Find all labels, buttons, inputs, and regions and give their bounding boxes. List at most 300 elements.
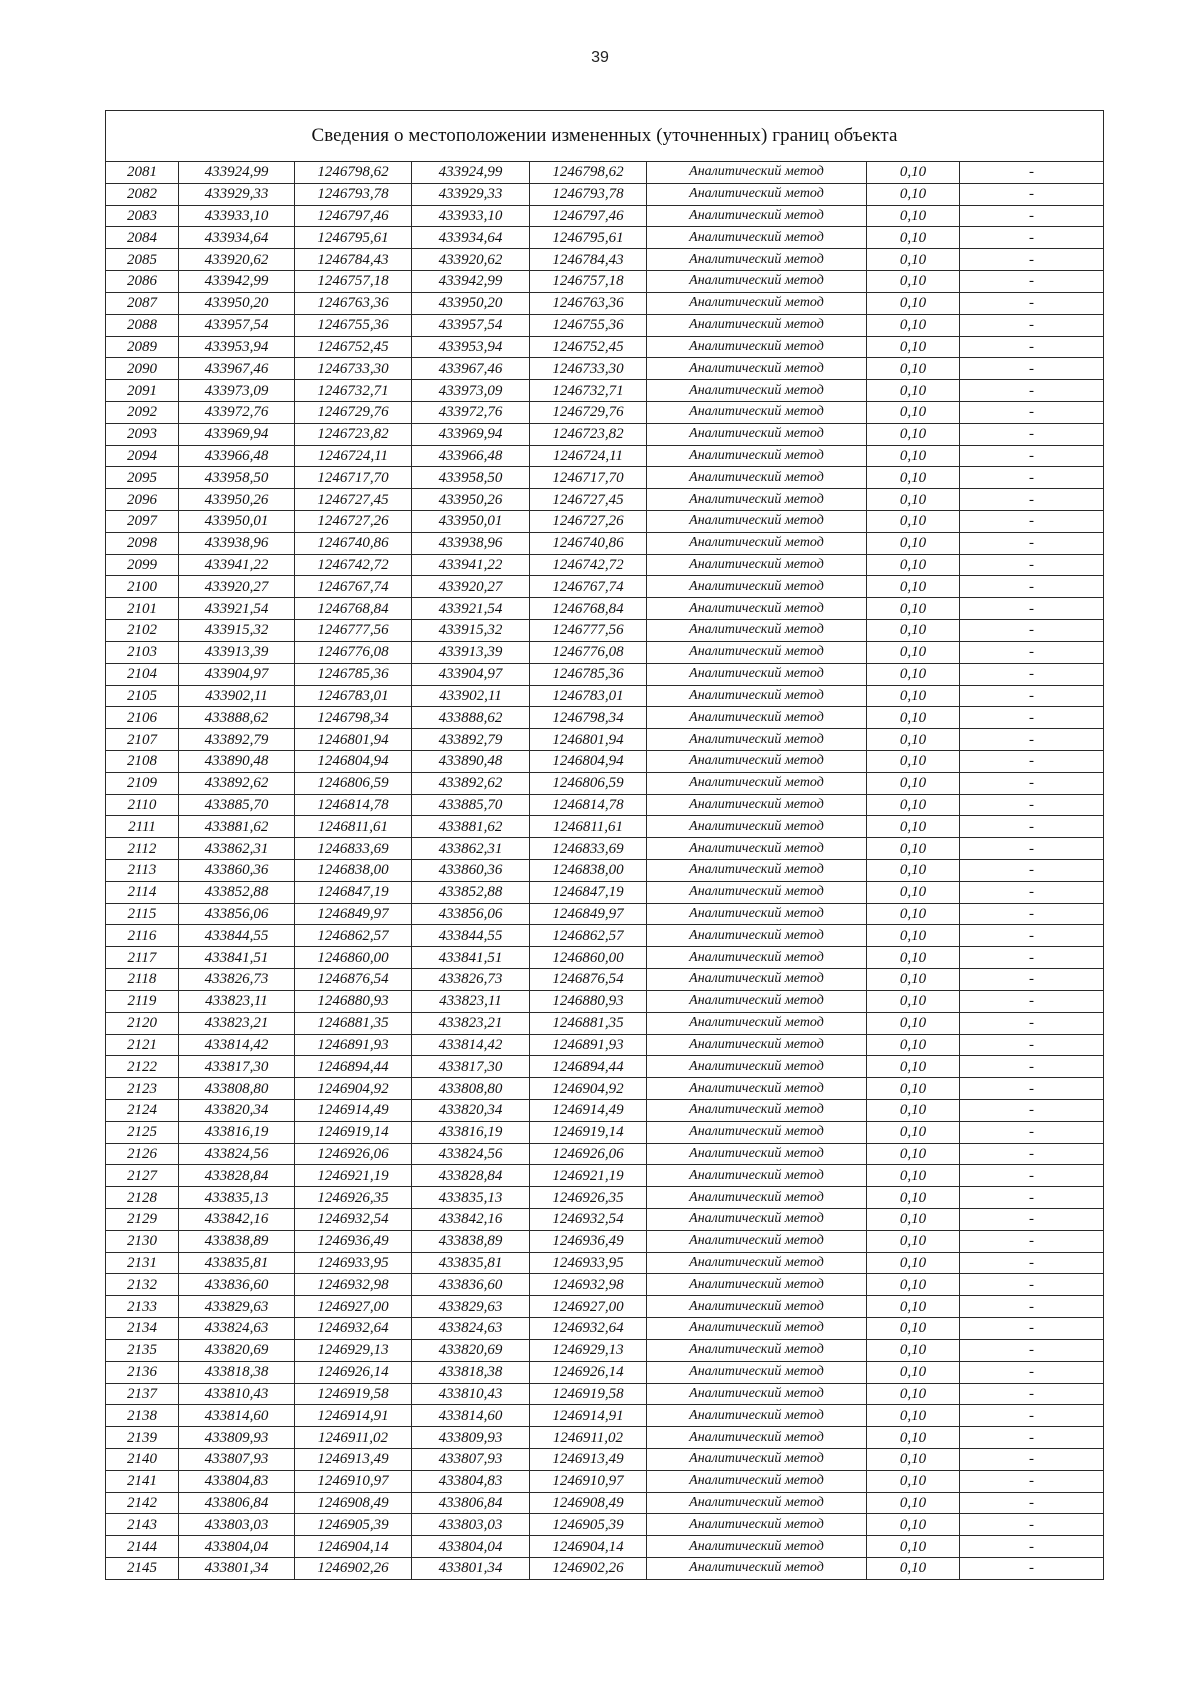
note-cell: -	[960, 401, 1104, 423]
y-new-cell: 1246740,86	[530, 532, 647, 554]
y-new-cell: 1246926,35	[530, 1187, 647, 1209]
x-new-cell: 433844,55	[412, 925, 530, 947]
y-existing-cell: 1246742,72	[295, 554, 412, 576]
accuracy-cell: 0,10	[867, 205, 960, 227]
x-existing-cell: 433929,33	[179, 183, 295, 205]
point-number-cell: 2110	[106, 794, 179, 816]
method-cell: Аналитический метод	[647, 1230, 867, 1252]
table-row	[106, 183, 1104, 205]
table-row	[106, 227, 1104, 249]
accuracy-cell: 0,10	[867, 511, 960, 533]
method-cell: Аналитический метод	[647, 1318, 867, 1340]
x-existing-cell: 433823,11	[179, 990, 295, 1012]
note-cell: -	[960, 467, 1104, 489]
note-cell: -	[960, 990, 1104, 1012]
x-new-cell: 433810,43	[412, 1383, 530, 1405]
method-cell: Аналитический метод	[647, 663, 867, 685]
note-cell: -	[960, 1252, 1104, 1274]
y-new-cell: 1246932,98	[530, 1274, 647, 1296]
y-existing-cell: 1246838,00	[295, 860, 412, 882]
x-new-cell: 433801,34	[412, 1558, 530, 1580]
method-cell: Аналитический метод	[647, 1209, 867, 1231]
x-existing-cell: 433826,73	[179, 969, 295, 991]
y-existing-cell: 1246927,00	[295, 1296, 412, 1318]
y-existing-cell: 1246926,06	[295, 1143, 412, 1165]
x-new-cell: 433950,26	[412, 489, 530, 511]
x-new-cell: 433953,94	[412, 336, 530, 358]
accuracy-cell: 0,10	[867, 685, 960, 707]
x-new-cell: 433820,69	[412, 1339, 530, 1361]
x-new-cell: 433856,06	[412, 903, 530, 925]
method-cell: Аналитический метод	[647, 1383, 867, 1405]
table-row	[106, 641, 1104, 663]
y-new-cell: 1246768,84	[530, 598, 647, 620]
y-new-cell: 1246926,06	[530, 1143, 647, 1165]
x-existing-cell: 433809,93	[179, 1427, 295, 1449]
accuracy-cell: 0,10	[867, 1274, 960, 1296]
table-row	[106, 860, 1104, 882]
point-number-cell: 2099	[106, 554, 179, 576]
point-number-cell: 2091	[106, 380, 179, 402]
method-cell: Аналитический метод	[647, 685, 867, 707]
y-existing-cell: 1246914,91	[295, 1405, 412, 1427]
note-cell: -	[960, 903, 1104, 925]
table-row	[106, 925, 1104, 947]
accuracy-cell: 0,10	[867, 271, 960, 293]
method-cell: Аналитический метод	[647, 620, 867, 642]
table-row	[106, 576, 1104, 598]
y-new-cell: 1246811,61	[530, 816, 647, 838]
y-existing-cell: 1246932,54	[295, 1209, 412, 1231]
method-cell: Аналитический метод	[647, 554, 867, 576]
accuracy-cell: 0,10	[867, 860, 960, 882]
y-existing-cell: 1246881,35	[295, 1012, 412, 1034]
y-new-cell: 1246767,74	[530, 576, 647, 598]
note-cell: -	[960, 227, 1104, 249]
y-new-cell: 1246833,69	[530, 838, 647, 860]
y-existing-cell: 1246880,93	[295, 990, 412, 1012]
note-cell: -	[960, 380, 1104, 402]
x-new-cell: 433902,11	[412, 685, 530, 707]
note-cell: -	[960, 445, 1104, 467]
point-number-cell: 2120	[106, 1012, 179, 1034]
x-existing-cell: 433913,39	[179, 641, 295, 663]
accuracy-cell: 0,10	[867, 903, 960, 925]
x-existing-cell: 433934,64	[179, 227, 295, 249]
note-cell: -	[960, 881, 1104, 903]
method-cell: Аналитический метод	[647, 707, 867, 729]
table-row	[106, 947, 1104, 969]
note-cell: -	[960, 554, 1104, 576]
note-cell: -	[960, 162, 1104, 184]
method-cell: Аналитический метод	[647, 162, 867, 184]
point-number-cell: 2105	[106, 685, 179, 707]
x-existing-cell: 433820,69	[179, 1339, 295, 1361]
x-new-cell: 433828,84	[412, 1165, 530, 1187]
note-cell: -	[960, 1427, 1104, 1449]
y-new-cell: 1246838,00	[530, 860, 647, 882]
method-cell: Аналитический метод	[647, 1470, 867, 1492]
accuracy-cell: 0,10	[867, 1558, 960, 1580]
x-existing-cell: 433818,38	[179, 1361, 295, 1383]
method-cell: Аналитический метод	[647, 401, 867, 423]
x-new-cell: 433881,62	[412, 816, 530, 838]
x-existing-cell: 433817,30	[179, 1056, 295, 1078]
y-existing-cell: 1246936,49	[295, 1230, 412, 1252]
method-cell: Аналитический метод	[647, 969, 867, 991]
y-new-cell: 1246763,36	[530, 292, 647, 314]
y-existing-cell: 1246724,11	[295, 445, 412, 467]
point-number-cell: 2131	[106, 1252, 179, 1274]
y-new-cell: 1246933,95	[530, 1252, 647, 1274]
x-new-cell: 433888,62	[412, 707, 530, 729]
accuracy-cell: 0,10	[867, 576, 960, 598]
accuracy-cell: 0,10	[867, 1034, 960, 1056]
method-cell: Аналитический метод	[647, 838, 867, 860]
x-existing-cell: 433942,99	[179, 271, 295, 293]
y-new-cell: 1246927,00	[530, 1296, 647, 1318]
y-existing-cell: 1246732,71	[295, 380, 412, 402]
note-cell: -	[960, 1187, 1104, 1209]
y-new-cell: 1246926,14	[530, 1361, 647, 1383]
point-number-cell: 2095	[106, 467, 179, 489]
x-new-cell: 433817,30	[412, 1056, 530, 1078]
point-number-cell: 2115	[106, 903, 179, 925]
note-cell: -	[960, 489, 1104, 511]
method-cell: Аналитический метод	[647, 947, 867, 969]
x-existing-cell: 433806,84	[179, 1492, 295, 1514]
point-number-cell: 2111	[106, 816, 179, 838]
x-existing-cell: 433801,34	[179, 1558, 295, 1580]
accuracy-cell: 0,10	[867, 729, 960, 751]
table-row	[106, 511, 1104, 533]
method-cell: Аналитический метод	[647, 358, 867, 380]
x-new-cell: 433826,73	[412, 969, 530, 991]
method-cell: Аналитический метод	[647, 336, 867, 358]
y-existing-cell: 1246849,97	[295, 903, 412, 925]
y-existing-cell: 1246804,94	[295, 750, 412, 772]
y-existing-cell: 1246798,62	[295, 162, 412, 184]
point-number-cell: 2097	[106, 511, 179, 533]
note-cell: -	[960, 1209, 1104, 1231]
x-new-cell: 433915,32	[412, 620, 530, 642]
point-number-cell: 2125	[106, 1121, 179, 1143]
table-row	[106, 532, 1104, 554]
y-existing-cell: 1246806,59	[295, 772, 412, 794]
point-number-cell: 2121	[106, 1034, 179, 1056]
x-new-cell: 433808,80	[412, 1078, 530, 1100]
point-number-cell: 2122	[106, 1056, 179, 1078]
table-row	[106, 969, 1104, 991]
accuracy-cell: 0,10	[867, 1056, 960, 1078]
method-cell: Аналитический метод	[647, 1012, 867, 1034]
table-row	[106, 423, 1104, 445]
point-number-cell: 2083	[106, 205, 179, 227]
x-new-cell: 433818,38	[412, 1361, 530, 1383]
point-number-cell: 2107	[106, 729, 179, 751]
x-existing-cell: 433860,36	[179, 860, 295, 882]
y-new-cell: 1246723,82	[530, 423, 647, 445]
accuracy-cell: 0,10	[867, 336, 960, 358]
point-number-cell: 2116	[106, 925, 179, 947]
table-row	[106, 1383, 1104, 1405]
note-cell: -	[960, 816, 1104, 838]
method-cell: Аналитический метод	[647, 467, 867, 489]
x-existing-cell: 433835,13	[179, 1187, 295, 1209]
y-new-cell: 1246801,94	[530, 729, 647, 751]
point-number-cell: 2098	[106, 532, 179, 554]
accuracy-cell: 0,10	[867, 925, 960, 947]
accuracy-cell: 0,10	[867, 1318, 960, 1340]
method-cell: Аналитический метод	[647, 445, 867, 467]
table-row	[106, 838, 1104, 860]
x-new-cell: 433807,93	[412, 1448, 530, 1470]
y-existing-cell: 1246795,61	[295, 227, 412, 249]
x-new-cell: 433835,13	[412, 1187, 530, 1209]
note-cell: -	[960, 1274, 1104, 1296]
table-body	[106, 162, 1104, 1580]
note-cell: -	[960, 1099, 1104, 1121]
method-cell: Аналитический метод	[647, 598, 867, 620]
accuracy-cell: 0,10	[867, 532, 960, 554]
point-number-cell: 2101	[106, 598, 179, 620]
accuracy-cell: 0,10	[867, 772, 960, 794]
table-row	[106, 1121, 1104, 1143]
x-new-cell: 433814,60	[412, 1405, 530, 1427]
point-number-cell: 2113	[106, 860, 179, 882]
x-existing-cell: 433958,50	[179, 467, 295, 489]
accuracy-cell: 0,10	[867, 1536, 960, 1558]
note-cell: -	[960, 1165, 1104, 1187]
accuracy-cell: 0,10	[867, 641, 960, 663]
accuracy-cell: 0,10	[867, 467, 960, 489]
y-existing-cell: 1246783,01	[295, 685, 412, 707]
point-number-cell: 2086	[106, 271, 179, 293]
y-new-cell: 1246929,13	[530, 1339, 647, 1361]
y-new-cell: 1246911,02	[530, 1427, 647, 1449]
point-number-cell: 2100	[106, 576, 179, 598]
y-new-cell: 1246881,35	[530, 1012, 647, 1034]
x-existing-cell: 433924,99	[179, 162, 295, 184]
y-existing-cell: 1246811,61	[295, 816, 412, 838]
accuracy-cell: 0,10	[867, 554, 960, 576]
accuracy-cell: 0,10	[867, 620, 960, 642]
method-cell: Аналитический метод	[647, 532, 867, 554]
y-existing-cell: 1246798,34	[295, 707, 412, 729]
accuracy-cell: 0,10	[867, 423, 960, 445]
table-row	[106, 1274, 1104, 1296]
x-new-cell: 433823,21	[412, 1012, 530, 1034]
y-existing-cell: 1246904,92	[295, 1078, 412, 1100]
table-row	[106, 489, 1104, 511]
x-new-cell: 433967,46	[412, 358, 530, 380]
y-new-cell: 1246733,30	[530, 358, 647, 380]
point-number-cell: 2108	[106, 750, 179, 772]
method-cell: Аналитический метод	[647, 1252, 867, 1274]
note-cell: -	[960, 663, 1104, 685]
note-cell: -	[960, 707, 1104, 729]
y-existing-cell: 1246919,14	[295, 1121, 412, 1143]
accuracy-cell: 0,10	[867, 1296, 960, 1318]
x-new-cell: 433823,11	[412, 990, 530, 1012]
x-existing-cell: 433921,54	[179, 598, 295, 620]
x-existing-cell: 433852,88	[179, 881, 295, 903]
table-row	[106, 314, 1104, 336]
y-existing-cell: 1246847,19	[295, 881, 412, 903]
note-cell: -	[960, 1056, 1104, 1078]
x-existing-cell: 433933,10	[179, 205, 295, 227]
table-row	[106, 1252, 1104, 1274]
point-number-cell: 2123	[106, 1078, 179, 1100]
note-cell: -	[960, 620, 1104, 642]
x-new-cell: 433816,19	[412, 1121, 530, 1143]
accuracy-cell: 0,10	[867, 947, 960, 969]
table-row	[106, 380, 1104, 402]
x-existing-cell: 433957,54	[179, 314, 295, 336]
accuracy-cell: 0,10	[867, 1012, 960, 1034]
note-cell: -	[960, 576, 1104, 598]
accuracy-cell: 0,10	[867, 1209, 960, 1231]
point-number-cell: 2084	[106, 227, 179, 249]
x-existing-cell: 433824,63	[179, 1318, 295, 1340]
x-new-cell: 433972,76	[412, 401, 530, 423]
x-existing-cell: 433890,48	[179, 750, 295, 772]
note-cell: -	[960, 729, 1104, 751]
point-number-cell: 2138	[106, 1405, 179, 1427]
table-row	[106, 1405, 1104, 1427]
x-new-cell: 433803,03	[412, 1514, 530, 1536]
note-cell: -	[960, 1448, 1104, 1470]
x-new-cell: 433862,31	[412, 838, 530, 860]
note-cell: -	[960, 1296, 1104, 1318]
note-cell: -	[960, 772, 1104, 794]
y-existing-cell: 1246919,58	[295, 1383, 412, 1405]
table-row	[106, 292, 1104, 314]
point-number-cell: 2144	[106, 1536, 179, 1558]
x-existing-cell: 433888,62	[179, 707, 295, 729]
accuracy-cell: 0,10	[867, 1361, 960, 1383]
point-number-cell: 2102	[106, 620, 179, 642]
point-number-cell: 2129	[106, 1209, 179, 1231]
y-existing-cell: 1246913,49	[295, 1448, 412, 1470]
x-new-cell: 433950,20	[412, 292, 530, 314]
x-existing-cell: 433941,22	[179, 554, 295, 576]
table-row	[106, 990, 1104, 1012]
x-new-cell: 433809,93	[412, 1427, 530, 1449]
table-row	[106, 1230, 1104, 1252]
x-existing-cell: 433973,09	[179, 380, 295, 402]
method-cell: Аналитический метод	[647, 925, 867, 947]
x-new-cell: 433890,48	[412, 750, 530, 772]
accuracy-cell: 0,10	[867, 227, 960, 249]
table-row	[106, 1187, 1104, 1209]
point-number-cell: 2135	[106, 1339, 179, 1361]
table-row	[106, 1012, 1104, 1034]
x-existing-cell: 433808,80	[179, 1078, 295, 1100]
accuracy-cell: 0,10	[867, 358, 960, 380]
table-row	[106, 1427, 1104, 1449]
note-cell: -	[960, 1492, 1104, 1514]
table-row	[106, 750, 1104, 772]
point-number-cell: 2114	[106, 881, 179, 903]
accuracy-cell: 0,10	[867, 1230, 960, 1252]
y-existing-cell: 1246733,30	[295, 358, 412, 380]
table-row	[106, 1099, 1104, 1121]
point-number-cell: 2085	[106, 249, 179, 271]
point-number-cell: 2127	[106, 1165, 179, 1187]
y-existing-cell: 1246727,26	[295, 511, 412, 533]
y-new-cell: 1246727,26	[530, 511, 647, 533]
y-new-cell: 1246724,11	[530, 445, 647, 467]
method-cell: Аналитический метод	[647, 576, 867, 598]
note-cell: -	[960, 423, 1104, 445]
y-new-cell: 1246891,93	[530, 1034, 647, 1056]
x-existing-cell: 433892,79	[179, 729, 295, 751]
note-cell: -	[960, 183, 1104, 205]
accuracy-cell: 0,10	[867, 249, 960, 271]
x-existing-cell: 433838,89	[179, 1230, 295, 1252]
method-cell: Аналитический метод	[647, 1078, 867, 1100]
point-number-cell: 2134	[106, 1318, 179, 1340]
x-existing-cell: 433966,48	[179, 445, 295, 467]
y-new-cell: 1246806,59	[530, 772, 647, 794]
y-new-cell: 1246908,49	[530, 1492, 647, 1514]
x-existing-cell: 433902,11	[179, 685, 295, 707]
y-new-cell: 1246914,91	[530, 1405, 647, 1427]
note-cell: -	[960, 1078, 1104, 1100]
method-cell: Аналитический метод	[647, 489, 867, 511]
note-cell: -	[960, 1514, 1104, 1536]
y-existing-cell: 1246833,69	[295, 838, 412, 860]
note-cell: -	[960, 1405, 1104, 1427]
method-cell: Аналитический метод	[647, 860, 867, 882]
method-cell: Аналитический метод	[647, 1448, 867, 1470]
point-number-cell: 2132	[106, 1274, 179, 1296]
y-new-cell: 1246904,14	[530, 1536, 647, 1558]
method-cell: Аналитический метод	[647, 1056, 867, 1078]
method-cell: Аналитический метод	[647, 1034, 867, 1056]
x-existing-cell: 433823,21	[179, 1012, 295, 1034]
note-cell: -	[960, 1470, 1104, 1492]
y-new-cell: 1246757,18	[530, 271, 647, 293]
accuracy-cell: 0,10	[867, 838, 960, 860]
y-new-cell: 1246729,76	[530, 401, 647, 423]
y-existing-cell: 1246717,70	[295, 467, 412, 489]
accuracy-cell: 0,10	[867, 750, 960, 772]
x-new-cell: 433924,99	[412, 162, 530, 184]
y-new-cell: 1246798,62	[530, 162, 647, 184]
accuracy-cell: 0,10	[867, 816, 960, 838]
x-existing-cell: 433836,60	[179, 1274, 295, 1296]
y-existing-cell: 1246752,45	[295, 336, 412, 358]
accuracy-cell: 0,10	[867, 1448, 960, 1470]
point-number-cell: 2088	[106, 314, 179, 336]
method-cell: Аналитический метод	[647, 1187, 867, 1209]
x-existing-cell: 433814,42	[179, 1034, 295, 1056]
point-number-cell: 2103	[106, 641, 179, 663]
table-row	[106, 794, 1104, 816]
accuracy-cell: 0,10	[867, 314, 960, 336]
table-row	[106, 1034, 1104, 1056]
table-row	[106, 1361, 1104, 1383]
point-number-cell: 2124	[106, 1099, 179, 1121]
method-cell: Аналитический метод	[647, 1339, 867, 1361]
y-new-cell: 1246936,49	[530, 1230, 647, 1252]
y-existing-cell: 1246862,57	[295, 925, 412, 947]
y-new-cell: 1246904,92	[530, 1078, 647, 1100]
y-new-cell: 1246880,93	[530, 990, 647, 1012]
y-existing-cell: 1246891,93	[295, 1034, 412, 1056]
